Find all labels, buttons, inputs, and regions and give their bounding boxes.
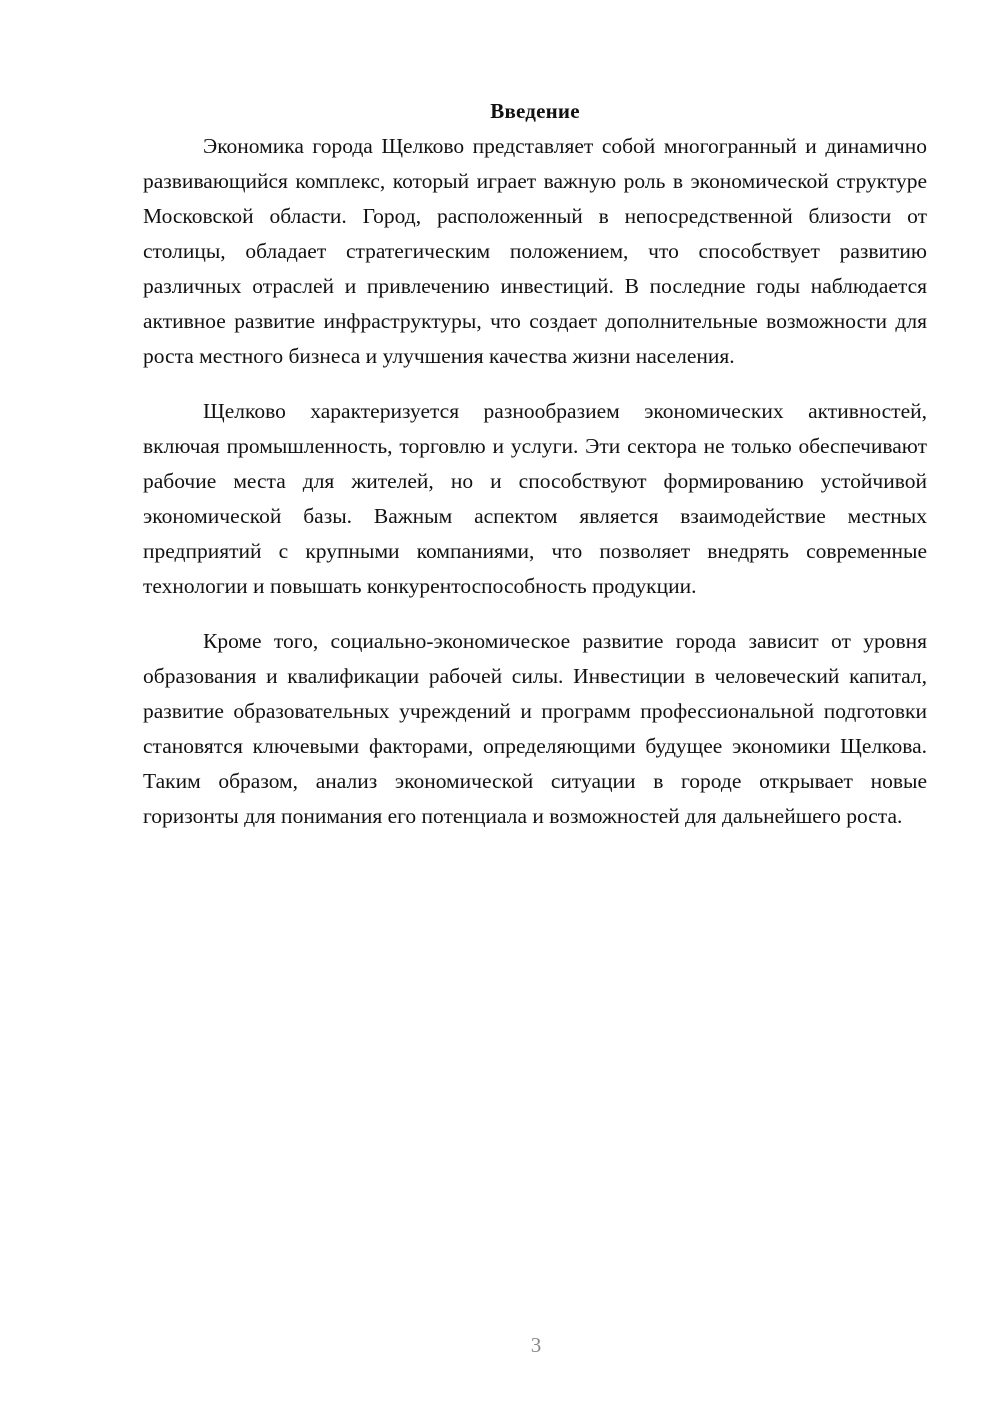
paragraph-3: Кроме того, социально-экономическое развитие города зависит от уровня образования и квалификации рабочей силы. Инвестиции в человеческий капитал, развитие образовательных учреждений и программ профессиональной подготовки становятся ключевыми факторами, определяющими будущее экономики Щелкова. Таким образом, анализ экономической ситуации в городе открывает новые горизонты для понимания его потенциала и возможностей для дальнейшего роста. (143, 629, 927, 828)
page-number: 3 (530, 1333, 542, 1357)
paragraph-1: Экономика города Щелково представляет собой многогранный и динамично развивающийся комплекс, который играет важную роль в экономической структуре Московской области. Город, расположенный в непосредственной близости от столицы, обладает стратегическим положением, что способствует развитию различных отраслей и привлечению инвестиций. В последние годы наблюдается активное развитие инфраструктуры, что создает дополнительные возможности для роста местного бизнеса и улучшения качества жизни населения. (143, 134, 927, 368)
section-title: Введение (490, 99, 580, 123)
paragraph-2: Щелково характеризуется разнообразием экономических активностей, включая промышленность, торговлю и услуги. Эти сектора не только обеспечивают рабочие места для жителей, но и способствуют формированию устойчивой экономической базы. Важным аспектом является взаимодействие местных предприятий с крупными компаниями, что позволяет внедрять современные технологии и повышать конкурентоспособность продукции. (143, 399, 927, 598)
page-content (143, 96, 927, 854)
